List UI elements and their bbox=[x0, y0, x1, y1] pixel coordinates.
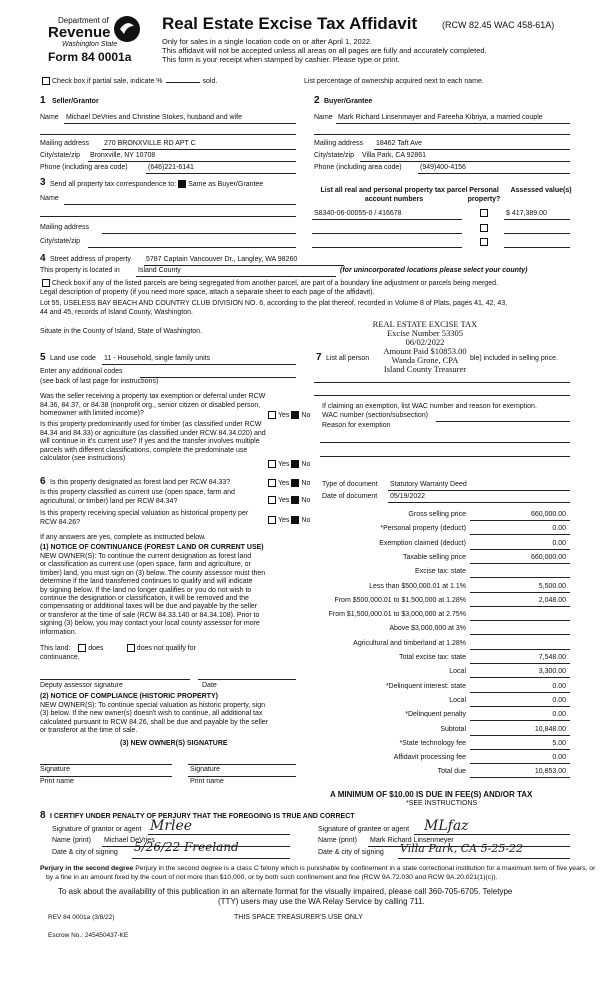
treasurer-stamp bbox=[360, 320, 490, 374]
tax-line-label: Subtotal bbox=[440, 726, 466, 733]
land-label: This land: bbox=[40, 644, 71, 652]
tax-line-label: *Personal property (deduct) bbox=[380, 525, 466, 532]
alt-format-line2: (TTY) users may use the WA Relay Service by calling 711. bbox=[218, 897, 425, 906]
owner-sig-label1: Signature bbox=[40, 766, 70, 773]
owner-sig-line2[interactable] bbox=[188, 764, 296, 765]
section8-number: 8 bbox=[40, 810, 46, 821]
seller-heading: Seller/Grantor bbox=[52, 98, 99, 105]
personal-checkbox-2[interactable] bbox=[480, 224, 488, 232]
tax-line-label: From $1,500,000.01 to $3,000,000 at 2.75% bbox=[328, 611, 466, 618]
assessed-line2[interactable] bbox=[504, 233, 570, 234]
notice1-body bbox=[40, 553, 265, 637]
tax-line-rule bbox=[470, 649, 570, 650]
parcel-line3[interactable] bbox=[312, 247, 462, 248]
dept-line1: Department of bbox=[58, 16, 109, 25]
alt-format-line1: To ask about the availability of this publication in an alternate format for the visually impaired, please call 360-705-6705. Teletype bbox=[58, 887, 513, 896]
situate-line: Situate in the County of Island, State of Washington. bbox=[40, 328, 203, 335]
current-use-yes-checkbox[interactable] bbox=[268, 496, 276, 504]
tax-line-rule bbox=[470, 592, 570, 593]
doc-date-line bbox=[388, 502, 570, 503]
doc-type-line bbox=[388, 490, 570, 491]
tax-line-value[interactable]: 7,548.00 bbox=[538, 654, 566, 661]
tax-line-label: Agricultural and timberland at 1.28% bbox=[353, 640, 466, 647]
section4-number: 4 bbox=[40, 253, 46, 264]
historic-yes-no bbox=[266, 516, 310, 524]
personal-checkbox-3[interactable] bbox=[480, 238, 488, 246]
current-use-yes-no bbox=[266, 496, 310, 504]
buyer-name-line bbox=[336, 123, 570, 124]
grantee-date-line bbox=[398, 858, 570, 859]
wa-logo-icon bbox=[112, 14, 142, 44]
tax-line-value[interactable]: 0.00 bbox=[552, 525, 566, 532]
legal-line2: 44 and 45, records of Island County, Washington. bbox=[40, 309, 193, 316]
section6-number: 6 bbox=[40, 476, 46, 487]
corr-mailing-line[interactable] bbox=[102, 233, 296, 234]
grantee-date-field[interactable]: Villa Park, CA 5-25-22 bbox=[400, 842, 524, 855]
tax-line-rule bbox=[470, 720, 570, 721]
notice1-line: continue the designation or classification, it will be removed and the bbox=[40, 595, 249, 603]
seller-phone-label: Phone (including area code) bbox=[40, 164, 128, 171]
seller-phone-line bbox=[146, 173, 296, 174]
additional-codes-line[interactable] bbox=[140, 377, 296, 378]
tax-line-label: Local bbox=[449, 697, 466, 704]
notice1-line: compensating or additional taxes will be due and payable by the seller bbox=[40, 603, 258, 611]
header-line2: This affidavit will not be accepted unless all areas on all pages are fully and accurately completed. bbox=[162, 46, 487, 55]
grantor-name-field[interactable]: Michael DeVries bbox=[104, 837, 155, 844]
parcel-number[interactable]: S8340-06-00055-0 / 416678 bbox=[314, 210, 402, 217]
grantor-sig-label: Signature of grantor or agent bbox=[52, 826, 142, 833]
timber-question: Is this property predominantly used for timber (as classified under RCW 84.34 and 84.33) or agriculture (as classified under RCW 84.34.020) and will continue in it's current use? If yes and the transfer involves multiple parcels with different classifications, complete the predominate use calculator (see instructions) bbox=[40, 421, 266, 462]
seller-name-line bbox=[64, 123, 296, 124]
historic-no-checkbox[interactable] bbox=[291, 516, 299, 524]
tax-line-label: Total excise tax: state bbox=[399, 654, 466, 661]
tax-line-value[interactable]: 0.00 bbox=[552, 754, 566, 761]
no-label: No bbox=[301, 479, 311, 487]
does-not-qualify-checkbox[interactable] bbox=[127, 644, 135, 652]
parcel-line1 bbox=[312, 219, 462, 220]
seller-name-label: Name bbox=[40, 114, 59, 121]
segregated-checkbox[interactable] bbox=[42, 279, 50, 287]
tax-line-value[interactable]: 2,048.00 bbox=[538, 597, 566, 604]
reason-line2[interactable] bbox=[320, 456, 570, 457]
tax-line-rule bbox=[470, 520, 570, 521]
form-title: Real Estate Excise Tax Affidavit bbox=[162, 14, 418, 33]
section7-line1[interactable] bbox=[314, 382, 570, 383]
tax-line-label: Gross selling price bbox=[408, 511, 466, 518]
seller-phone-field[interactable]: (646)221-6141 bbox=[148, 164, 194, 171]
exemption-question: Was the seller receiving a property tax exemption or deferral under RCW 84.36, 84.37, or 84.38 (nonprofit org., senior citizen or disabled person, homeowner with limited income)? bbox=[40, 393, 266, 417]
no-label: No bbox=[301, 460, 311, 468]
header-line1: Only for sales in a single location code on or after April 1, 2022. bbox=[162, 37, 373, 46]
exemption-yes-checkbox[interactable] bbox=[268, 411, 276, 419]
notice3-title: (3) NEW OWNER(S) SIGNATURE bbox=[120, 740, 228, 747]
notice1-line: NEW OWNER(S): To continue the current designation as forest land bbox=[40, 553, 252, 560]
assessed-line1 bbox=[504, 219, 570, 220]
tax-line-label: Excise tax: state bbox=[415, 568, 466, 575]
grantee-sig-label: Signature of grantee or agent bbox=[318, 826, 410, 833]
owner-print-label2: Print name bbox=[190, 778, 224, 785]
section3-number: 3 bbox=[40, 177, 46, 188]
segregated-row bbox=[40, 279, 498, 287]
rcw-ref: (RCW 82.45 WAC 458-61A) bbox=[442, 20, 555, 30]
grantor-name-label: Name (print) bbox=[52, 837, 91, 844]
section3-heading: Send all property tax correspondence to: bbox=[50, 180, 177, 188]
notice1-line: by signing below. If the land no longer qualifies or you do not wish to bbox=[40, 586, 252, 594]
tax-line-rule bbox=[470, 692, 570, 693]
notice2-line: NEW OWNER(S): To continue special valuation as historic property, sign bbox=[40, 702, 265, 709]
county-note: (for unincorporated locations please select your county) bbox=[340, 267, 528, 274]
section7-line2[interactable] bbox=[314, 395, 570, 396]
tax-line-value[interactable]: 660,000.00 bbox=[530, 554, 566, 561]
exemption-yes-no bbox=[266, 411, 310, 419]
land-use-label: Land use code bbox=[50, 355, 96, 362]
certify-heading: I CERTIFY UNDER PENALTY OF PERJURY THAT THE FOREGOING IS TRUE AND CORRECT bbox=[50, 813, 355, 820]
tax-line-rule bbox=[470, 735, 570, 736]
parcel-line2[interactable] bbox=[312, 233, 462, 234]
wac-label: WAC number (section/subsection) bbox=[322, 412, 428, 419]
partial-sale-checkbox[interactable] bbox=[42, 77, 50, 85]
see-instructions: *SEE INSTRUCTIONS bbox=[406, 800, 478, 807]
notice1-line: signing (3) below, you may contact your local county assessor for more bbox=[40, 620, 260, 628]
yes-label: Yes bbox=[278, 460, 290, 468]
buyer-phone-label: Phone (including area code) bbox=[314, 164, 402, 171]
tax-line-label: Total due bbox=[437, 768, 466, 775]
yes-label: Yes bbox=[278, 411, 290, 419]
reason-label: Reason for exemption bbox=[322, 422, 391, 429]
buyer-mailing-line bbox=[374, 149, 570, 150]
tax-line-value[interactable]: 3,300.00 bbox=[538, 668, 566, 675]
does-qualify-checkbox[interactable] bbox=[78, 644, 86, 652]
doc-date-field[interactable]: 05/19/2022 bbox=[390, 493, 426, 500]
located-label: This property is located in bbox=[40, 267, 120, 274]
grantor-date-label: Date & city of signing bbox=[52, 849, 118, 856]
buyer-mailing-field[interactable]: 18462 Taft Ave bbox=[376, 140, 423, 147]
notice1-line: or transferor at the time of sale (RCW 84.33.140 or 84.34.108). Prior to bbox=[40, 611, 260, 619]
yes-label: Yes bbox=[278, 516, 290, 524]
grantor-sig-line[interactable] bbox=[148, 834, 290, 835]
notice2-title: (2) NOTICE OF COMPLIANCE (HISTORIC PROPERTY) bbox=[40, 693, 218, 700]
yes-label: Yes bbox=[278, 496, 290, 504]
deputy-date-label: Date bbox=[202, 682, 217, 689]
tax-line-rule bbox=[470, 563, 570, 564]
qualify-row bbox=[40, 644, 196, 652]
dept-line2: Revenue bbox=[48, 24, 111, 41]
buyer-phone-line bbox=[418, 173, 570, 174]
corr-city-label: City/state/zip bbox=[40, 238, 81, 245]
additional-codes-label: Enter any additional codes bbox=[40, 368, 123, 375]
seller-city-field[interactable]: Bronxville, NY 10708 bbox=[90, 152, 156, 159]
tax-line-rule bbox=[470, 706, 570, 707]
if-yes-instruction: If any answers are yes, complete as instructed below. bbox=[40, 534, 206, 541]
seller-mailing-line bbox=[102, 149, 296, 150]
tax-line-value[interactable]: 0.00 bbox=[552, 540, 566, 547]
no-label: No bbox=[301, 516, 311, 524]
section3-heading-row bbox=[50, 180, 263, 188]
seller-name-field[interactable]: Michael DeVries and Christine Stokes, husband and wife bbox=[66, 114, 243, 121]
sold-label: sold. bbox=[202, 77, 218, 85]
grantee-name-label: Name (print) bbox=[318, 837, 357, 844]
buyer-city-field[interactable]: Villa Park, CA 92861 bbox=[362, 152, 427, 159]
forest-yes-checkbox[interactable] bbox=[268, 479, 276, 487]
street-address-line bbox=[144, 265, 344, 266]
buyer-mailing-label: Mailing address bbox=[314, 140, 364, 147]
doc-type-label: Type of document bbox=[322, 481, 378, 488]
personal-col-header: Personal property? bbox=[467, 187, 501, 203]
deputy-date-line[interactable] bbox=[198, 679, 296, 680]
exemption-no-checkbox[interactable] bbox=[291, 411, 299, 419]
legal-label: Legal description of property (if you need more space, attach a separate sheet to each page of the affidavit). bbox=[40, 289, 375, 296]
buyer-name-line2 bbox=[314, 134, 570, 135]
tax-line-value[interactable]: 660,000.00 bbox=[530, 511, 566, 518]
tax-line-rule bbox=[470, 606, 570, 607]
historic-yes-checkbox[interactable] bbox=[268, 516, 276, 524]
timber-yes-no bbox=[266, 460, 310, 468]
does-label: does bbox=[88, 644, 104, 652]
yes-label: Yes bbox=[278, 479, 290, 487]
see-back-label: (see back of last page for instructions) bbox=[40, 378, 159, 385]
notice2-line: (3) below. If the new owner(s) doesn't wish to continue, all additional tax bbox=[40, 710, 263, 718]
perjury-text1: Perjury in the second degree is a class C felony which is punishable by confinement in a state correctional institution for a maximum term of five years, or bbox=[135, 865, 596, 872]
wac-line[interactable] bbox=[436, 421, 570, 422]
grantor-date-field[interactable]: 5/26/22 Freeland bbox=[134, 840, 239, 854]
seller-city-line bbox=[88, 161, 296, 162]
tax-line-label: *State technology fee bbox=[399, 740, 466, 747]
county-field[interactable]: Island County bbox=[138, 267, 181, 274]
section7-number: 7 bbox=[316, 352, 322, 363]
tax-line-value[interactable]: 5.00 bbox=[552, 740, 566, 747]
partial-sale-label: Check box if partial sale, indicate % bbox=[52, 77, 163, 85]
corr-name-line2 bbox=[40, 216, 296, 217]
owner-sig-label2: Signature bbox=[190, 766, 220, 773]
buyer-name-field[interactable]: Mark Richard Linsenmayer and Fareeha Kibriya, a married couple bbox=[338, 114, 543, 121]
tax-line-label: Affidavit processing fee bbox=[393, 754, 466, 761]
tax-line-label: Taxable selling price bbox=[402, 554, 466, 561]
county-line bbox=[136, 276, 336, 277]
same-as-buyer-checkbox[interactable] bbox=[178, 180, 186, 188]
personal-property-tail: ble) included in selling price. bbox=[470, 355, 558, 362]
assessed-line3[interactable] bbox=[504, 247, 570, 248]
notice1-line: or classification as current use (open space, farm and agriculture, or bbox=[40, 561, 251, 569]
stamp-line6: Island County Treasurer bbox=[383, 364, 467, 374]
corr-name-label: Name bbox=[40, 195, 59, 202]
notice2-line: or transferor at the time of sale. bbox=[40, 727, 138, 735]
notice1-line: information. bbox=[40, 628, 77, 636]
historic-question: Is this property receiving special valuation as historical property per RCW 84.26? bbox=[40, 510, 249, 526]
tax-line-label: Above $3,000,000 at 3% bbox=[389, 625, 466, 632]
continuance-label: continuance. bbox=[40, 654, 80, 661]
timber-no-checkbox[interactable] bbox=[291, 460, 299, 468]
land-use-line bbox=[102, 364, 296, 365]
tax-line-value[interactable]: 0.00 bbox=[552, 697, 566, 704]
parcel-col-header: List all real and personal property tax parcel account numbers bbox=[320, 187, 468, 203]
tax-line-label: Exemption claimed (deduct) bbox=[379, 540, 466, 547]
grantor-date-line bbox=[132, 858, 290, 859]
no-label: No bbox=[301, 411, 311, 419]
notice2-body bbox=[40, 702, 268, 736]
deputy-label: Deputy assessor signature bbox=[40, 682, 123, 689]
dept-line3: Washington State bbox=[62, 41, 118, 48]
buyer-name-label: Name bbox=[314, 114, 333, 121]
notice2-line: calculated pursuant to RCW 84.26, shall be due and payable by the seller bbox=[40, 718, 269, 726]
tax-line-rule bbox=[470, 634, 570, 635]
section1-number: 1 bbox=[40, 95, 46, 106]
owner-print-line2[interactable] bbox=[188, 776, 296, 777]
does-not-label: does not qualify for bbox=[136, 644, 196, 652]
revision-label: REV 84 0001a (3/8/22) bbox=[48, 914, 115, 921]
perjury-line1: Perjury in the second degree Perjury in the second degree is a class C felony which is punishable by confinement in a state correctional institution for a maximum term of five years, or bbox=[40, 865, 596, 872]
tax-line-value[interactable]: 5,500.00 bbox=[538, 583, 566, 590]
legal-line1: Lot 55, USELESS BAY BEACH AND COUNTRY CLUB DIVISION NO. 6, according to the plat thereof, recorded in Volume 8 of Plats, pages 41, 42, 43, bbox=[40, 300, 508, 307]
minimum-notice: A MINIMUM OF $10.00 IS DUE IN FEE(S) AND/OR TAX bbox=[330, 790, 533, 799]
buyer-city-line bbox=[360, 161, 570, 162]
current-use-no-checkbox[interactable] bbox=[291, 496, 299, 504]
doc-type-field[interactable]: Statutory Warranty Deed bbox=[390, 481, 467, 488]
section5-number: 5 bbox=[40, 352, 46, 363]
owner-print-label1: Print name bbox=[40, 778, 74, 785]
forest-yes-no bbox=[266, 479, 310, 487]
same-as-buyer-label: Same as Buyer/Grantee bbox=[188, 180, 264, 188]
owner-print-line1[interactable] bbox=[40, 776, 172, 777]
tax-line-label: *Delinquent interest: state bbox=[385, 683, 466, 690]
seller-mailing-field[interactable]: 270 BRONXVILLE RD APT C bbox=[104, 140, 196, 147]
notice1-line: determine if the land transferred continues to qualify and will indicate bbox=[40, 578, 253, 586]
street-address-field[interactable]: 5787 Captain Vancouver Dr., Langley, WA 98260 bbox=[146, 256, 298, 263]
grantee-signature: MLfaz bbox=[424, 818, 469, 834]
notice1-line: timber) land, you must sign on (3) below. The county assessor must then bbox=[40, 569, 266, 577]
tax-line-label: Less than $500,000.01 at 1.1% bbox=[369, 583, 466, 590]
current-use-question: Is this property classified as current use (open space, farm and agricultural, or timber) land per RCW 84.34? bbox=[40, 489, 235, 505]
corr-city-line[interactable] bbox=[88, 247, 296, 248]
grantee-name-field[interactable]: Mark Richard Linsenmeyer bbox=[370, 837, 454, 844]
tax-line-value[interactable]: 0.00 bbox=[552, 711, 566, 718]
tax-line-rule bbox=[470, 534, 570, 535]
seller-mailing-label: Mailing address bbox=[40, 140, 90, 147]
stamp-line5: Wanda Grone, CPA bbox=[391, 355, 459, 365]
no-label: No bbox=[301, 496, 311, 504]
assessed-value[interactable]: $ 417,389.00 bbox=[506, 210, 547, 217]
personal-property-label: List all person bbox=[326, 355, 370, 362]
forest-question: Is this property designated as forest land per RCW 84.33? bbox=[50, 479, 231, 486]
corr-name-line[interactable] bbox=[64, 204, 296, 205]
tax-line-rule bbox=[470, 620, 570, 621]
personal-checkbox-1[interactable] bbox=[480, 209, 488, 217]
section2-number: 2 bbox=[314, 95, 320, 106]
partial-percent-field[interactable] bbox=[166, 82, 200, 83]
perjury-line2: by a fine in an amount fixed by the court of not more than $10,000, or by both such confinement and fine (RCW 9A.72.030 and RCW 9A.20.021(1)(c)). bbox=[46, 874, 498, 881]
timber-yes-checkbox[interactable] bbox=[268, 460, 276, 468]
buyer-phone-field[interactable]: (949)400-4156 bbox=[420, 164, 466, 171]
stamp-line3: 06/02/2022 bbox=[405, 337, 445, 347]
grantee-date-label: Date & city of signing bbox=[318, 849, 384, 856]
stamp-line2: Excise Number 53305 bbox=[386, 328, 463, 338]
notice1-title: (1) NOTICE OF CONTINUANCE (FOREST LAND OR CURRENT USE) bbox=[40, 544, 264, 551]
tax-line-rule bbox=[470, 663, 570, 664]
seller-city-label: City/state/zip bbox=[40, 152, 81, 159]
form-number: Form 84 0001a bbox=[48, 50, 132, 64]
tax-line-label: *Delinquent penalty bbox=[405, 711, 466, 718]
assessed-col-header: Assessed value(s) bbox=[510, 187, 572, 194]
tax-line-rule bbox=[470, 549, 570, 550]
tax-line-rule bbox=[470, 763, 570, 764]
header-line3: This form is your receipt when stamped by cashier. Please type or print. bbox=[162, 55, 400, 64]
deputy-sig-line[interactable] bbox=[40, 679, 190, 680]
stamp-line4: Amount Paid $10853.00 bbox=[383, 346, 467, 356]
tax-line-value[interactable]: 10,853.00 bbox=[534, 768, 566, 775]
tax-line-rule bbox=[470, 577, 570, 578]
segregated-label: Check box if any of the listed parcels are being segregated from another parcel, are part of a boundary line adjustment or parcels being merged. bbox=[52, 279, 498, 287]
doc-date-label: Date of document bbox=[322, 493, 378, 500]
forest-no-checkbox[interactable] bbox=[291, 479, 299, 487]
escrow-number: Escrow No.: 245450437-KE bbox=[48, 932, 129, 939]
reason-line1[interactable] bbox=[320, 442, 570, 443]
tax-line-value[interactable]: 10,848.00 bbox=[534, 726, 566, 733]
tax-line-rule bbox=[470, 749, 570, 750]
buyer-city-label: City/state/zip bbox=[314, 152, 355, 159]
tax-line-value[interactable]: 0.00 bbox=[552, 683, 566, 690]
partial-sale-row bbox=[40, 77, 217, 85]
owner-sig-line1[interactable] bbox=[40, 764, 172, 765]
street-address-label: Street address of property bbox=[50, 256, 131, 263]
grantee-sig-line[interactable] bbox=[414, 834, 570, 835]
seller-name-line2 bbox=[40, 134, 296, 135]
buyer-heading: Buyer/Grantee bbox=[324, 98, 373, 105]
tax-line-rule bbox=[470, 677, 570, 678]
tax-line-label: Local bbox=[449, 668, 466, 675]
exemption-claim-label: If claiming an exemption, list WAC number and reason for exemption. bbox=[322, 403, 537, 410]
tax-line-rule bbox=[470, 777, 570, 778]
stamp-line1: REAL ESTATE EXCISE TAX bbox=[372, 319, 478, 329]
grantor-signature: Mrlee bbox=[150, 818, 193, 834]
tax-line-label: From $500,000.01 to $1,500,000 at 1.28% bbox=[334, 597, 466, 604]
percent-note: List percentage of ownership acquired next to each name. bbox=[304, 78, 484, 85]
corr-mailing-label: Mailing address bbox=[40, 224, 90, 231]
land-use-field[interactable]: 11 - Household, single family units bbox=[104, 355, 211, 362]
treasurer-use-label: THIS SPACE TREASURER'S USE ONLY bbox=[234, 914, 363, 921]
